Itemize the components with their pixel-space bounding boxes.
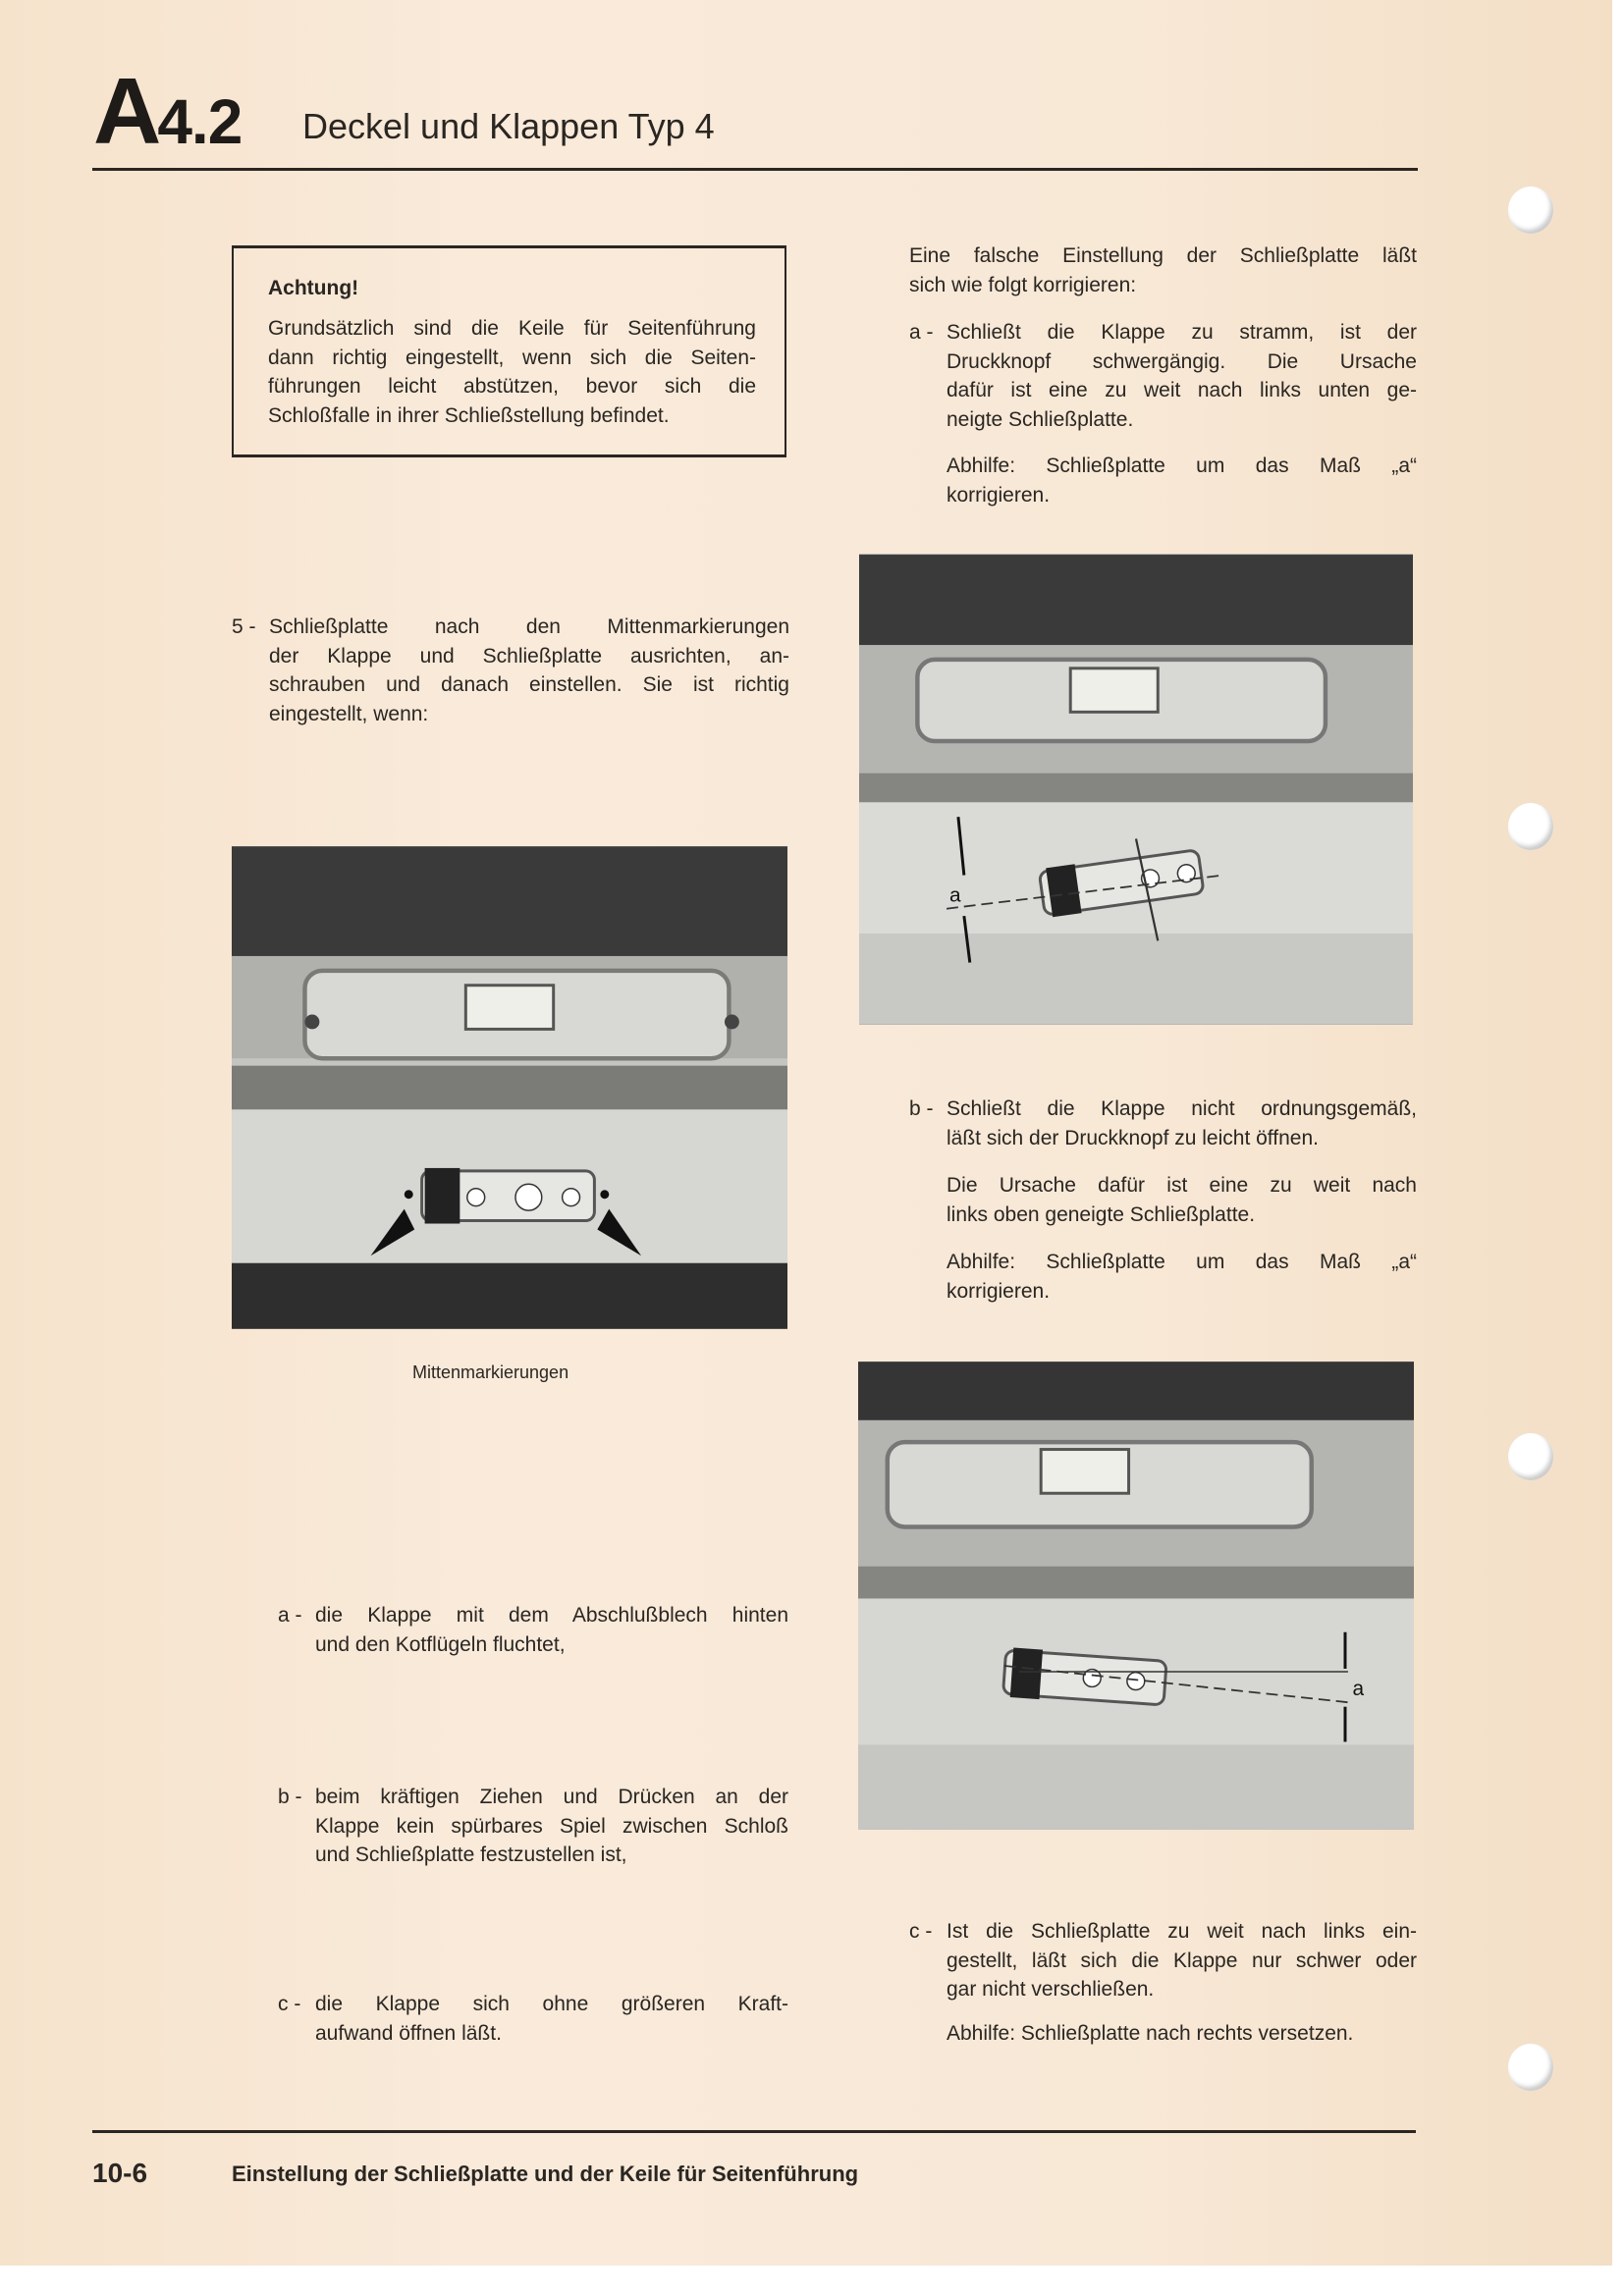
text-line: führungen leicht abstützen, bevor sich die bbox=[268, 375, 756, 398]
left-item-c bbox=[278, 1990, 788, 2048]
header-rule bbox=[92, 168, 1418, 171]
punch-hole bbox=[1508, 187, 1553, 234]
text-line: Abhilfe: Schließplatte nach rechts versetzen. bbox=[947, 2021, 1354, 2045]
text-line: eingestellt, wenn: bbox=[269, 702, 429, 725]
item-text bbox=[315, 1601, 788, 1659]
item-marker: a - bbox=[278, 1604, 302, 1627]
text-line: Die Ursache dafür ist eine zu weit nach bbox=[947, 1174, 1417, 1197]
footer-title: Einstellung der Schließplatte und der Keile für Seitenführung bbox=[232, 2162, 859, 2186]
item-text bbox=[315, 1783, 788, 1870]
right-item-a bbox=[909, 318, 1417, 509]
left-item-a bbox=[278, 1601, 788, 1659]
notice-text bbox=[268, 314, 756, 430]
text-line: gestellt, läßt sich die Klappe nur schwer oder bbox=[947, 1949, 1417, 1972]
step-marker: 5 - bbox=[232, 615, 256, 638]
remedy-text bbox=[947, 1248, 1417, 1306]
item-text bbox=[947, 1095, 1417, 1152]
text-line: Schließt die Klappe zu stramm, ist der bbox=[947, 321, 1417, 344]
text-line: neigte Schließplatte. bbox=[947, 407, 1134, 431]
notice-heading: Achtung! bbox=[268, 277, 359, 299]
intro-text bbox=[909, 241, 1417, 299]
punch-hole bbox=[1508, 2044, 1553, 2091]
photo-caption: Mittenmarkierungen bbox=[412, 1362, 569, 1382]
text-line: Grundsätzlich sind die Keile für Seitenführung bbox=[268, 317, 756, 340]
dimension-label-a: a bbox=[1352, 1677, 1365, 1700]
dimension-label-a: a bbox=[949, 883, 961, 907]
page-title: Deckel und Klappen Typ 4 bbox=[302, 106, 715, 146]
item-marker: a - bbox=[909, 321, 934, 344]
photo-tilted-up bbox=[858, 1362, 1414, 1830]
item-marker: b - bbox=[909, 1097, 934, 1120]
item-text bbox=[947, 318, 1417, 434]
remedy-text bbox=[947, 2019, 1417, 2049]
item-text bbox=[947, 1917, 1417, 2004]
text-line: die Klappe mit dem Abschlußblech hinten bbox=[315, 1604, 788, 1627]
text-line: Schließplatte nach den Mittenmarkierungen bbox=[269, 615, 789, 638]
text-line: Eine falsche Einstellung der Schließplatte läßt bbox=[909, 244, 1417, 267]
cause-text bbox=[947, 1171, 1417, 1229]
item-marker: b - bbox=[278, 1786, 302, 1808]
text-line: und Schließplatte festzustellen ist, bbox=[315, 1843, 627, 1866]
step-text bbox=[269, 613, 789, 728]
text-line: sich wie folgt korrigieren: bbox=[909, 273, 1137, 296]
text-line: Schloßfalle in ihrer Schließstellung befindet. bbox=[268, 403, 670, 427]
text-line: dafür ist eine zu weit nach links unten ge- bbox=[947, 379, 1417, 401]
photo-center-marks bbox=[232, 846, 787, 1329]
right-item-b bbox=[909, 1095, 1417, 1306]
text-line: Ist die Schließplatte zu weit nach links ein- bbox=[947, 1920, 1417, 1943]
text-line: Klappe kein spürbares Spiel zwischen Schloß bbox=[315, 1814, 788, 1838]
item-marker: c - bbox=[278, 1993, 301, 2015]
step-5 bbox=[232, 613, 789, 728]
text-line: korrigieren. bbox=[947, 483, 1051, 507]
text-line: aufwand öffnen läßt. bbox=[315, 2021, 502, 2045]
section-number: A4.2 bbox=[93, 59, 243, 164]
text-line: schrauben und danach einstellen. Sie ist richtig bbox=[269, 673, 789, 696]
text-line: dann richtig eingestellt, wenn sich die Seiten- bbox=[268, 346, 756, 369]
text-line: korrigieren. bbox=[947, 1279, 1051, 1303]
left-item-b bbox=[278, 1783, 788, 1870]
text-line: gar nicht verschließen. bbox=[947, 1978, 1155, 2001]
text-line: beim kräftigen Ziehen und Drücken an der bbox=[315, 1786, 788, 1808]
photo-tilted-down bbox=[859, 554, 1413, 1025]
page-number: 10-6 bbox=[92, 2158, 148, 2188]
text-line: Schließt die Klappe nicht ordnungsgemäß, bbox=[947, 1097, 1417, 1120]
text-line: links oben geneigte Schließplatte. bbox=[947, 1202, 1256, 1226]
text-line: und den Kotflügeln fluchtet, bbox=[315, 1632, 566, 1656]
punch-hole bbox=[1508, 1433, 1553, 1480]
remedy-text bbox=[947, 452, 1417, 509]
text-line: der Klappe und Schließplatte ausrichten, an- bbox=[269, 644, 789, 667]
footer-rule bbox=[92, 2130, 1416, 2133]
text-line: die Klappe sich ohne größeren Kraft- bbox=[315, 1993, 788, 2015]
text-line: Druckknopf schwergängig. Die Ursache bbox=[947, 349, 1417, 373]
item-marker: c - bbox=[909, 1920, 933, 1943]
punch-hole bbox=[1508, 803, 1553, 850]
right-item-c bbox=[909, 1917, 1417, 2048]
text-line: Abhilfe: Schließplatte um das Maß „a“ bbox=[947, 1251, 1417, 1273]
text-line: läßt sich der Druckknopf zu leicht öffnen. bbox=[947, 1126, 1319, 1149]
text-line: Abhilfe: Schließplatte um das Maß „a“ bbox=[947, 454, 1417, 477]
item-text bbox=[315, 1990, 788, 2048]
